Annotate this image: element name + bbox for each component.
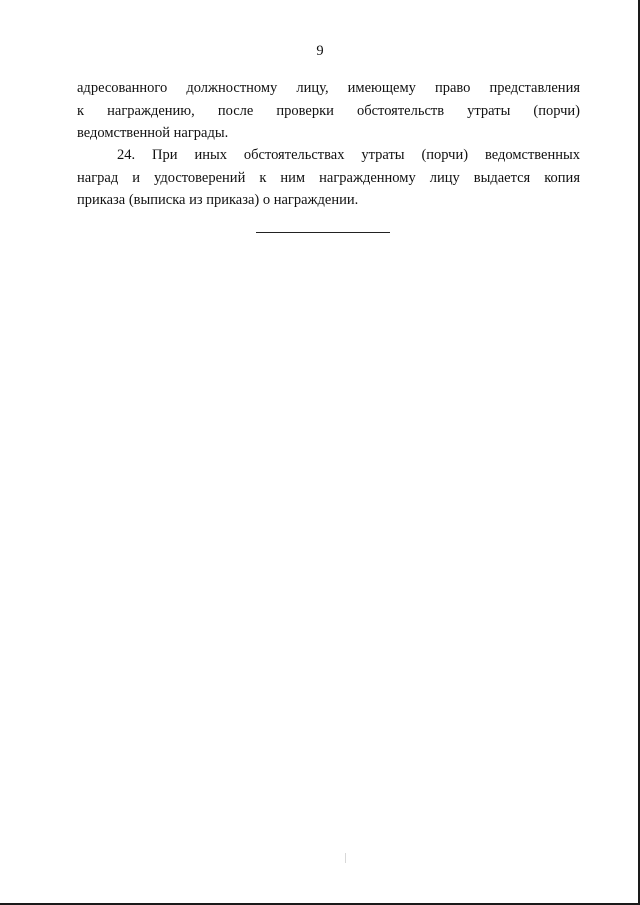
paragraph-line: приказа (выписка из приказа) о награждении. — [77, 192, 359, 208]
paragraph-line: 24. При иных обстоятельствах утраты (порчи) ведомственных — [117, 147, 580, 163]
paragraph-line: ведомственной награды. — [77, 125, 229, 141]
scan-artifact — [345, 853, 346, 863]
paragraph-line: адресованного должностному лицу, имеющему право представления — [77, 80, 580, 96]
paragraph-continuation — [77, 77, 580, 145]
paragraph-line: наград и удостоверений к ним награжденному лицу выдается копия — [77, 169, 580, 186]
paragraph-item-24 — [77, 144, 580, 212]
paragraph-line: к награждению, после проверки обстоятельств утраты (порчи) — [77, 102, 580, 119]
page-number: 9 — [316, 43, 324, 59]
end-of-text-separator — [256, 232, 390, 233]
